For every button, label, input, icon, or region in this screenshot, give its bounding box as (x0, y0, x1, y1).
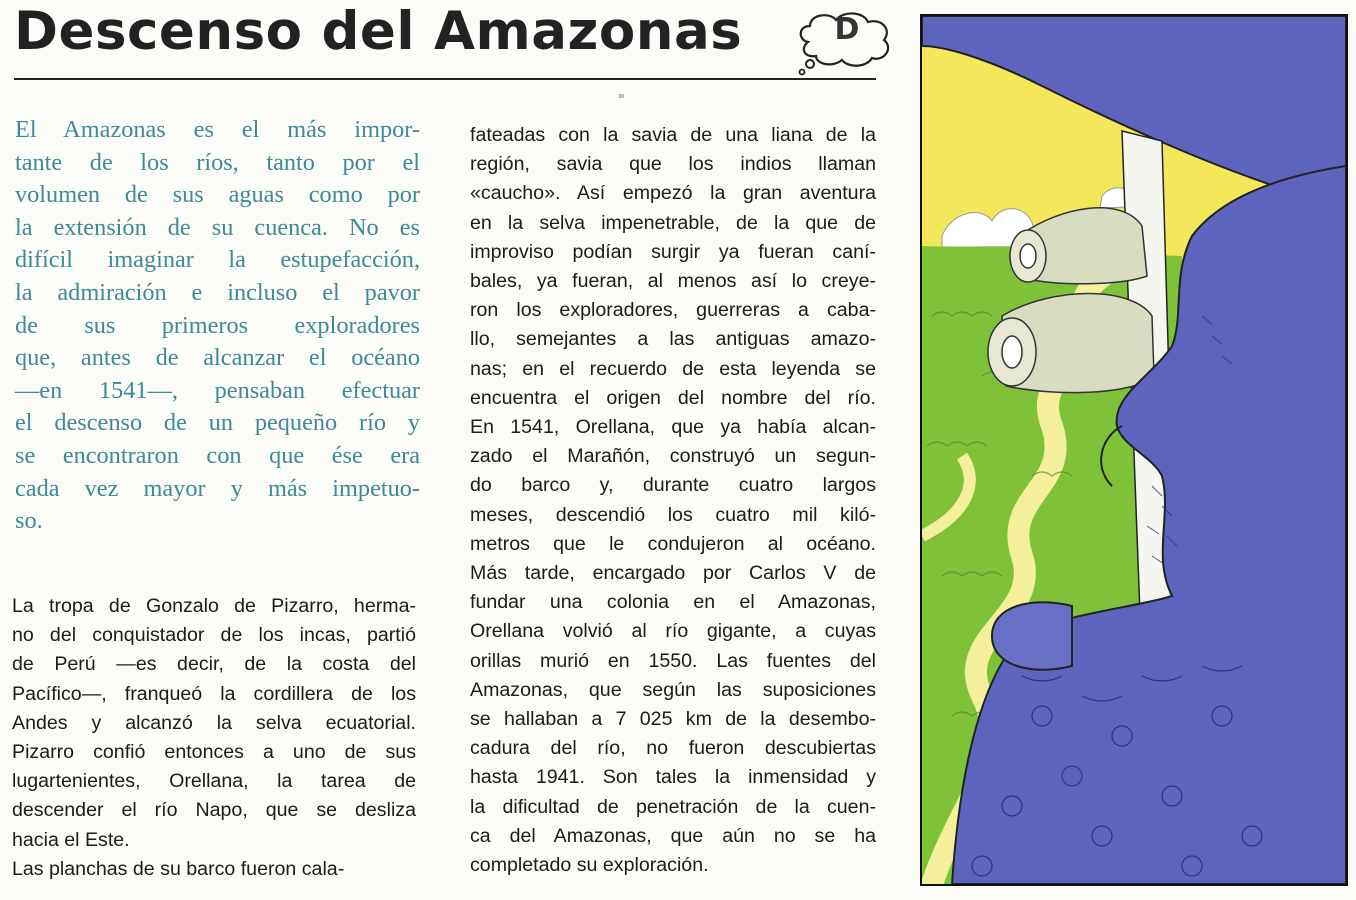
section-badge-letter: D (834, 12, 860, 47)
text-line: región, savia que los indios llaman (470, 153, 876, 176)
text-line: bales, ya fueran, al menos así lo creye- (470, 270, 876, 293)
text-line: Amazonas, que según las suposiciones (470, 678, 876, 701)
text-line: Las planchas de su barco fueron cala- (12, 857, 345, 880)
text-line: la admiración e incluso el pavor (15, 278, 420, 306)
body-column-right (470, 121, 876, 880)
text-line: zado el Marañón, construyó un segun- (470, 445, 876, 468)
text-line: descender el río Napo, que se desliza (12, 799, 416, 822)
text-line: encuentra el origen del nombre del río. (470, 386, 876, 409)
text-line: fateadas con la savia de una liana de la (470, 124, 876, 146)
text-line: en la selva impenetrable, de la que de (470, 211, 876, 234)
text-line: volumen de sus aguas como por (15, 181, 420, 209)
text-line: la dificultad de penetración de la cuen- (470, 795, 876, 818)
text-line: orillas murió en 1550. Las fuentes del (470, 649, 876, 672)
text-line: nas; en el recuerdo de esta leyenda se (470, 357, 876, 380)
text-line: Pizarro confió entonces a uno de sus (12, 741, 416, 764)
text-line: la extensión de su cuenca. No es (15, 213, 420, 241)
text-line: improviso podían surgir ya fueran caní- (470, 240, 876, 263)
text-line: cada vez mayor y más impetuo- (15, 474, 420, 502)
illustration-panel (920, 14, 1348, 886)
text-line: que, antes de alcanzar el océano (15, 344, 420, 372)
text-line: En 1541, Orellana, que ya había alcan- (470, 416, 876, 439)
text-line: do barco y, durante cuatro largos (470, 474, 876, 497)
text-line: ca del Amazonas, que aún no se ha (470, 824, 876, 847)
text-line: so. (15, 507, 43, 535)
text-line: Orellana volvió al río gigante, a cuyas (470, 620, 876, 643)
intro-paragraph (15, 114, 420, 538)
text-line: ron los exploradores, guerreras a caba- (470, 299, 876, 322)
text-line: Más tarde, encargado por Carlos V de (470, 562, 876, 585)
text-line: metros que le condujeron al océano. (470, 532, 876, 555)
text-line: de Perú —es decir, de la costa del (12, 653, 416, 676)
text-line: —en 1541—, pensaban efectuar (15, 376, 420, 404)
print-speck (619, 94, 624, 98)
body-column-left (12, 592, 416, 884)
page-title: Descenso del Amazonas (14, 1, 743, 62)
text-line: el descenso de un pequeño río y (15, 409, 420, 437)
text-line: Pacífico—, franqueó la cordillera de los (12, 682, 416, 705)
text-line: se encontraron con que ése era (15, 441, 420, 469)
text-line: fundar una colonia en el Amazonas, (470, 591, 876, 614)
explorer-airplane-illustration (922, 16, 1346, 884)
text-line: difícil imaginar la estupefacción, (15, 246, 420, 274)
title-underline (14, 78, 876, 80)
text-line: meses, descendió los cuatro mil kiló- (470, 503, 876, 526)
text-line: no del conquistador de los incas, partió (12, 624, 416, 647)
text-line: hasta 1941. Son tales la inmensidad y (470, 766, 876, 789)
text-line: lugartenientes, Orellana, la tarea de (12, 770, 416, 793)
text-line: de sus primeros exploradores (15, 311, 420, 339)
text-line: llo, semejantes a las antiguas amazo- (470, 328, 876, 351)
text-line: completado su exploración. (470, 854, 709, 877)
text-line: «caucho». Así empezó la gran aventura (470, 182, 876, 205)
text-line: La tropa de Gonzalo de Pizarro, herma- (12, 595, 416, 617)
text-line: El Amazonas es el más impor- (15, 116, 420, 143)
text-line: cadura del río, no fueron descubiertas (470, 737, 876, 760)
text-line: se hallaban a 7 025 km de la desembo- (470, 708, 876, 731)
text-line: tante de los ríos, tanto por el (15, 148, 420, 176)
text-line: hacia el Este. (12, 828, 130, 851)
text-line: Andes y alcanzó la selva ecuatorial. (12, 711, 416, 734)
